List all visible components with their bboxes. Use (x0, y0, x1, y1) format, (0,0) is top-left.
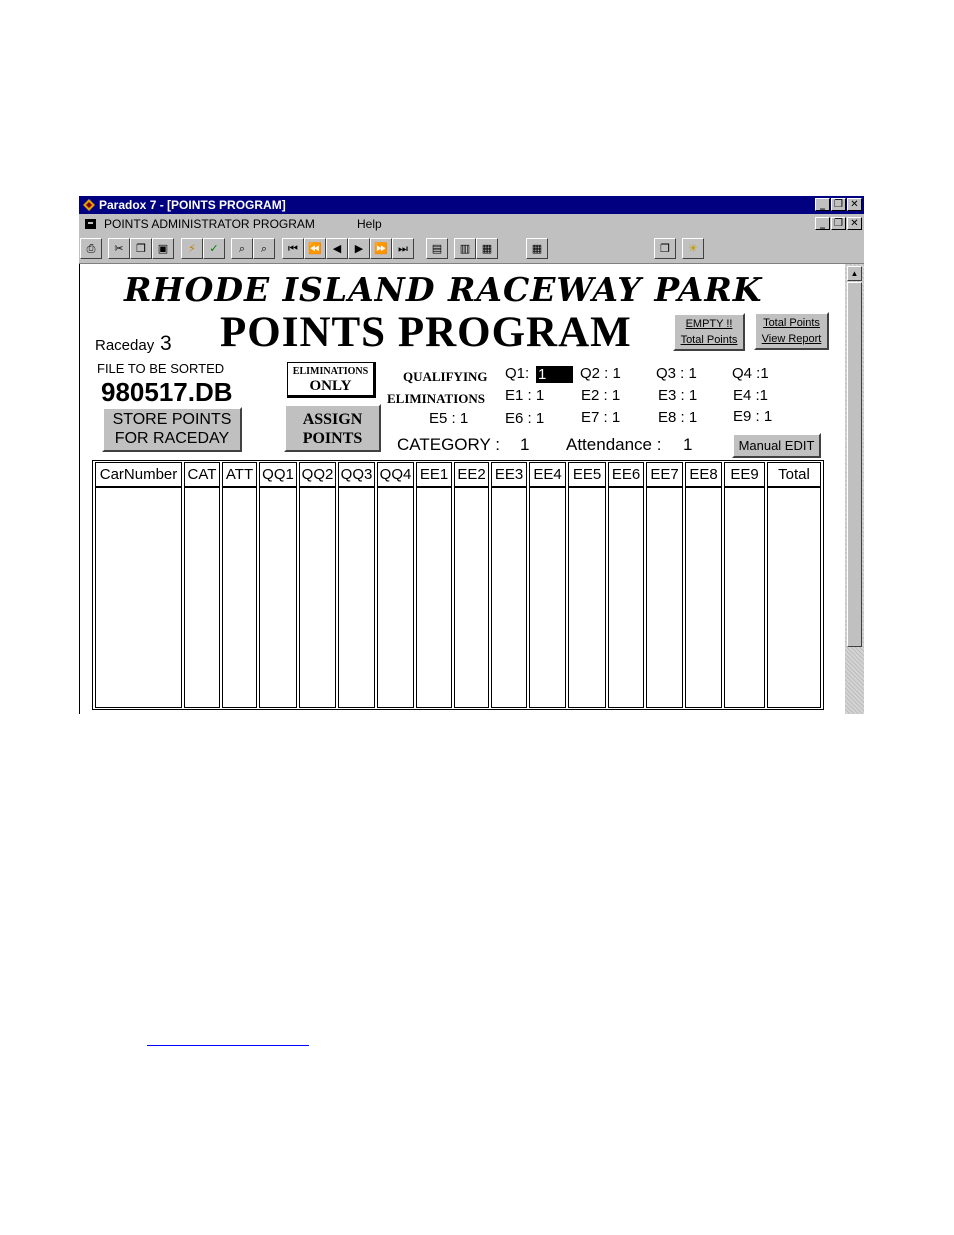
doc-restore-button[interactable]: ❐ (831, 217, 846, 230)
store-points-line1: STORE POINTS (112, 411, 232, 428)
locate-icon[interactable]: ▤ (426, 238, 448, 259)
design-icon[interactable]: ✓ (203, 238, 225, 259)
document-menu-icon[interactable] (85, 219, 96, 229)
table-view-icon[interactable]: ▦ (526, 238, 548, 259)
column-header-att: ATT (222, 462, 257, 488)
e3-field[interactable]: E3 : 1 (658, 387, 698, 404)
e5-field[interactable]: E5 : 1 (429, 410, 469, 427)
column-cells-qq3[interactable] (338, 486, 375, 708)
manual-edit-button[interactable]: Manual EDIT (732, 433, 821, 458)
column-header-qq2: QQ2 (299, 462, 336, 488)
cut-icon[interactable]: ✂ (108, 238, 130, 259)
edit-data-icon[interactable]: ▦ (476, 238, 498, 259)
column-cells-att[interactable] (222, 486, 257, 708)
column-header-ee4: EE4 (529, 462, 566, 488)
q1-input[interactable]: 1 (536, 366, 573, 383)
column-cells-carnumber[interactable] (95, 486, 182, 708)
prev-record-icon[interactable]: ◀ (326, 238, 348, 259)
run-lightning-icon[interactable]: ⚡ (181, 238, 203, 259)
e9-field[interactable]: E9 : 1 (733, 408, 773, 425)
toolbar (79, 234, 864, 264)
column-cells-qq2[interactable] (299, 486, 336, 708)
column-header-ee7: EE7 (646, 462, 683, 488)
column-header-total: Total (767, 462, 821, 488)
paste-icon[interactable]: ▣ (152, 238, 174, 259)
menu-help[interactable]: Help (357, 217, 382, 231)
column-header-ee9: EE9 (724, 462, 765, 488)
column-header-qq4: QQ4 (377, 462, 414, 488)
doc-close-button[interactable]: ✕ (847, 217, 862, 230)
column-header-ee5: EE5 (568, 462, 606, 488)
minimize-button[interactable]: _ (815, 198, 830, 211)
column-header-ee3: EE3 (491, 462, 527, 488)
e8-field[interactable]: E8 : 1 (658, 409, 698, 426)
raceday-label: Raceday (95, 337, 155, 354)
menu-bar (79, 214, 864, 234)
expert-bulb-icon[interactable]: ☀ (682, 238, 704, 259)
e1-field[interactable]: E1 : 1 (505, 387, 545, 404)
next-record-icon[interactable]: ▶ (348, 238, 370, 259)
paradox-app-icon[interactable] (82, 198, 96, 212)
eliminations-only-box[interactable] (287, 362, 376, 398)
column-header-qq1: QQ1 (259, 462, 297, 488)
close-button[interactable]: ✕ (847, 198, 862, 211)
print-icon[interactable]: ⎙ (80, 238, 102, 259)
column-header-ee8: EE8 (685, 462, 722, 488)
doc-minimize-button[interactable]: _ (815, 217, 830, 230)
field-view-icon[interactable]: ▥ (454, 238, 476, 259)
e6-field[interactable]: E6 : 1 (505, 410, 545, 427)
column-cells-qq4[interactable] (377, 486, 414, 708)
column-cells-ee5[interactable] (568, 486, 606, 708)
attendance-label: Attendance : (566, 435, 662, 454)
q2-field[interactable]: Q2 : 1 (580, 365, 621, 382)
column-cells-ee8[interactable] (685, 486, 722, 708)
assign-points-button[interactable] (284, 404, 381, 452)
column-header-cat: CAT (184, 462, 220, 488)
column-cells-qq1[interactable] (259, 486, 297, 708)
window-tile-icon[interactable]: ❐ (654, 238, 676, 259)
column-cells-total[interactable] (767, 486, 821, 708)
store-points-button[interactable] (102, 407, 242, 452)
prev-set-icon[interactable]: ⏪ (304, 238, 326, 259)
assign-line1: ASSIGN (302, 411, 363, 428)
column-header-ee6: EE6 (608, 462, 644, 488)
restore-button[interactable]: ❐ (831, 198, 846, 211)
first-record-icon[interactable]: ⏮ (282, 238, 304, 259)
column-cells-ee2[interactable] (454, 486, 489, 708)
e4-field[interactable]: E4 :1 (733, 387, 769, 404)
next-set-icon[interactable]: ⏩ (370, 238, 392, 259)
column-cells-ee6[interactable] (608, 486, 644, 708)
store-points-line2: FOR RACEDAY (114, 430, 230, 447)
attendance-value[interactable]: 1 (683, 435, 693, 454)
column-cells-cat[interactable] (184, 486, 220, 708)
total-points-report-button[interactable] (754, 312, 829, 350)
column-header-ee1: EE1 (416, 462, 452, 488)
track-title: RHODE ISLAND RACEWAY PARK (124, 270, 763, 309)
elim-only-line2: ONLY (309, 378, 352, 394)
column-cells-ee1[interactable] (416, 486, 452, 708)
column-header-carnumber: CarNumber (95, 462, 182, 488)
category-value[interactable]: 1 (520, 435, 530, 454)
empty-total-points-button[interactable] (673, 313, 745, 351)
program-title: POINTS PROGRAM (220, 309, 632, 356)
file-label: FILE TO BE SORTED (97, 361, 225, 376)
category-label: CATEGORY : (397, 435, 500, 454)
hyperlink-underline[interactable] (147, 1045, 309, 1046)
empty-line2: Total Points (680, 334, 738, 346)
elim-only-line1: ELIMINATIONS (292, 366, 369, 377)
total-line2: View Report (761, 333, 822, 345)
q3-field[interactable]: Q3 : 1 (656, 365, 697, 382)
empty-line1: EMPTY !! (685, 318, 733, 330)
window-title-bar (79, 196, 864, 214)
column-cells-ee4[interactable] (529, 486, 566, 708)
q4-field[interactable]: Q4 :1 (732, 365, 769, 382)
last-record-icon[interactable]: ⏭ (392, 238, 414, 259)
scrollbar-thumb[interactable] (847, 282, 862, 647)
file-name[interactable]: 980517.DB (101, 377, 233, 407)
qualifying-label: QUALIFYING (403, 369, 488, 384)
column-cells-ee7[interactable] (646, 486, 683, 708)
eliminations-label: ELIMINATIONS (387, 391, 486, 406)
e2-field[interactable]: E2 : 1 (581, 387, 621, 404)
column-header-qq3: QQ3 (338, 462, 375, 488)
scroll-up-arrow-icon[interactable]: ▲ (847, 266, 862, 281)
menu-program-name[interactable]: POINTS ADMINISTRATOR PROGRAM (104, 217, 315, 231)
column-header-ee2: EE2 (454, 462, 489, 488)
copy-icon[interactable]: ❐ (130, 238, 152, 259)
search-next-icon[interactable]: ⌕ (253, 238, 275, 259)
q1-label: Q1: (505, 365, 530, 382)
column-cells-ee9[interactable] (724, 486, 765, 708)
window-title: Paradox 7 - [POINTS PROGRAM] (99, 198, 286, 212)
column-cells-ee3[interactable] (491, 486, 527, 708)
total-line1: Total Points (763, 317, 820, 329)
search-icon[interactable]: ⌕ (231, 238, 253, 259)
raceday-value[interactable]: 3 (160, 332, 172, 355)
assign-line2: POINTS (302, 430, 363, 447)
e7-field[interactable]: E7 : 1 (581, 409, 621, 426)
